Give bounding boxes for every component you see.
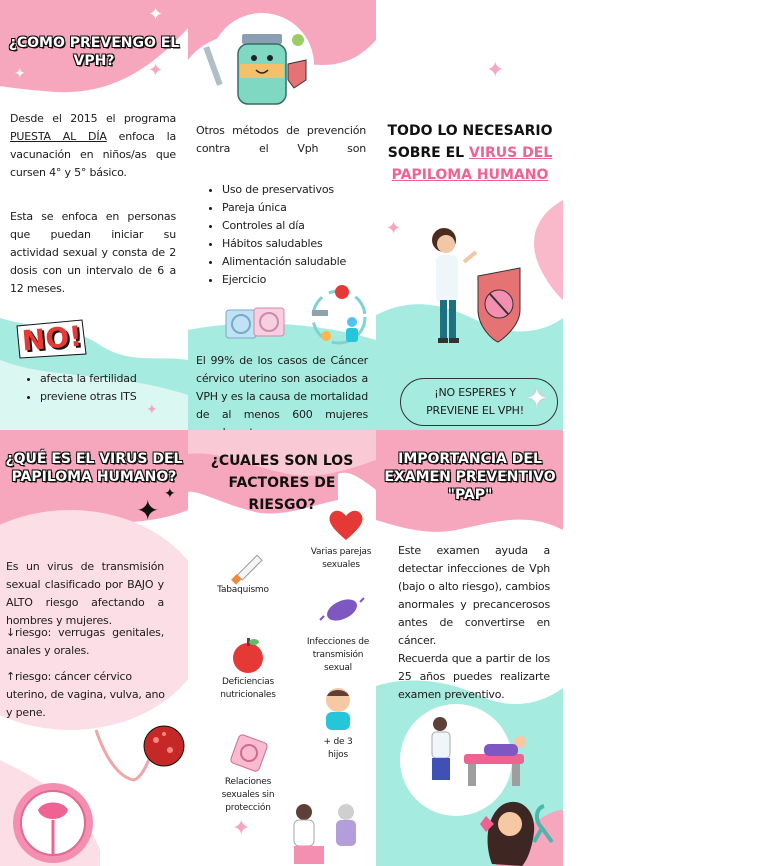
- woman-ribbon-icon: [472, 794, 562, 866]
- low-risk-text: ↓riesgo: verrugas genitales, anales y orales.: [6, 626, 164, 657]
- cover-title-highlight: VIRUS DEL PAPILOMA HUMANO: [391, 145, 553, 183]
- healthy-habits-icon: [306, 282, 372, 352]
- sparkle-icon: ✦: [14, 66, 26, 82]
- panel1-intro: [10, 110, 176, 182]
- cta-text: ¡NO ESPERES Y PREVIENE EL VPH!: [426, 386, 524, 417]
- cover-title-pre: TODO LO NECESARIO SOBRE EL: [387, 123, 553, 161]
- sparkle-icon: ✦: [486, 58, 505, 83]
- bacteria-icon: [320, 590, 364, 630]
- sparkle-icon: ✦: [136, 494, 160, 527]
- pelvis-virus-icon: [90, 720, 186, 790]
- list-item: • Hábitos saludables: [222, 235, 386, 253]
- myths-list: [24, 370, 200, 406]
- list-item: • Controles al día: [222, 217, 386, 235]
- risk-factor-label: Deficiencias nutricionales: [220, 677, 276, 700]
- program-name: PUESTA AL DÍA: [10, 130, 107, 143]
- vaccine-mascot-icon: [202, 10, 322, 120]
- doctor-shield-icon: [416, 222, 526, 352]
- list-item: • Pareja única: [222, 199, 386, 217]
- no-sticker-text: NO!: [20, 319, 84, 358]
- risk-factor-label: + de 3 hijos: [323, 737, 353, 760]
- pap-paragraph: Este examen ayuda a detectar infecciones de Vph (bajo o alto riesgo), cambios anormales y precancerosos antes de convertirse en cáncer.: [398, 544, 550, 647]
- intro-post: enfoca la vacunación en niños/as que cursen 4° y 5° básico.: [10, 130, 176, 179]
- pap-reminder: Recuerda que a partir de los 25 años puedes realizarte examen preventivo.: [398, 652, 550, 701]
- heart-icon: [328, 508, 364, 542]
- sparkle-icon: ✦: [386, 218, 402, 239]
- panel1-title: ¿COMO PREVENGO EL VPH?: [8, 35, 180, 69]
- mortality-statement: El 99% de los casos de Cáncer cérvico uterino son asociados a VPH y es la causa de mortalidad de al menos 600 mujeres: [196, 354, 368, 421]
- panel6-title: IMPORTANCIA DEL EXAMEN PREVENTIVO "PAP": [384, 451, 556, 503]
- gynecology-exam-icon: [424, 714, 534, 790]
- sparkle-icon: ✦: [232, 816, 251, 841]
- panel4-title: ¿QUÉ ES EL VIRUS DEL PAPILOMA HUMANO?: [5, 451, 183, 485]
- panel-pap-exam: [376, 430, 563, 866]
- sparkle-icon: ✦: [164, 486, 176, 502]
- risk-factor-label: Relaciones sexuales sin protección: [221, 777, 275, 813]
- panel3-background: [376, 0, 563, 430]
- methods-intro: Otros métodos de prevención contra el Vph son: [196, 124, 366, 155]
- condom-icon: [228, 732, 272, 776]
- panel5-title: ¿CUALES SON LOS FACTORES DE RIESGO?: [210, 453, 354, 513]
- methods-list: [206, 181, 386, 289]
- baby-icon: [318, 686, 358, 734]
- hpv-definition: Es un virus de transmisión sexual clasificado por BAJO y ALTO riesgo afectando a hombres y mujeres.: [6, 560, 164, 627]
- panel1-paragraph: Esta se enfoca en personas que puedan iniciar su actividad sexual y consta de 2 dosis con un intervalo de 6 a 12 meses.: [10, 210, 176, 295]
- panel-how-to-prevent: [0, 0, 188, 430]
- panel-risk-factors: [188, 430, 376, 866]
- no-sticker: [14, 318, 88, 360]
- panel-other-methods: [188, 0, 376, 430]
- sparkle-icon: ✦: [148, 60, 164, 81]
- risk-factor-label: Varias parejas sexuales: [310, 547, 372, 570]
- list-item: • Uso de preservativos: [222, 181, 386, 199]
- list-item: • Alimentación saludable: [222, 253, 386, 271]
- cover-title: [380, 120, 560, 186]
- intro-pre: Desde el 2015 el programa: [10, 112, 176, 125]
- sparkle-icon: ✦: [148, 4, 164, 25]
- panel-cover: [376, 0, 563, 430]
- sparkle-icon: ✦: [146, 402, 158, 418]
- high-risk-text: ↑riesgo: cáncer cérvico uterino, de vagina, vulva, ano y pene.: [6, 670, 165, 719]
- panel-what-is-hpv: [0, 430, 188, 866]
- risk-factor-label: Tabaquismo: [217, 585, 269, 595]
- sparkle-icon: ✦: [526, 384, 548, 414]
- condoms-icon: [224, 304, 294, 344]
- risk-factor-label: Infecciones de transmisión sexual: [306, 637, 370, 673]
- list-item: • afecta la fertilidad: [40, 370, 200, 388]
- cervix-icon: [8, 780, 98, 866]
- list-item: • previene otras ITS: [40, 388, 200, 406]
- list-item: • Ejercicio: [222, 271, 386, 289]
- consultation-icon: [288, 800, 368, 866]
- cigarette-icon: [228, 548, 268, 588]
- apple-icon: [230, 636, 266, 674]
